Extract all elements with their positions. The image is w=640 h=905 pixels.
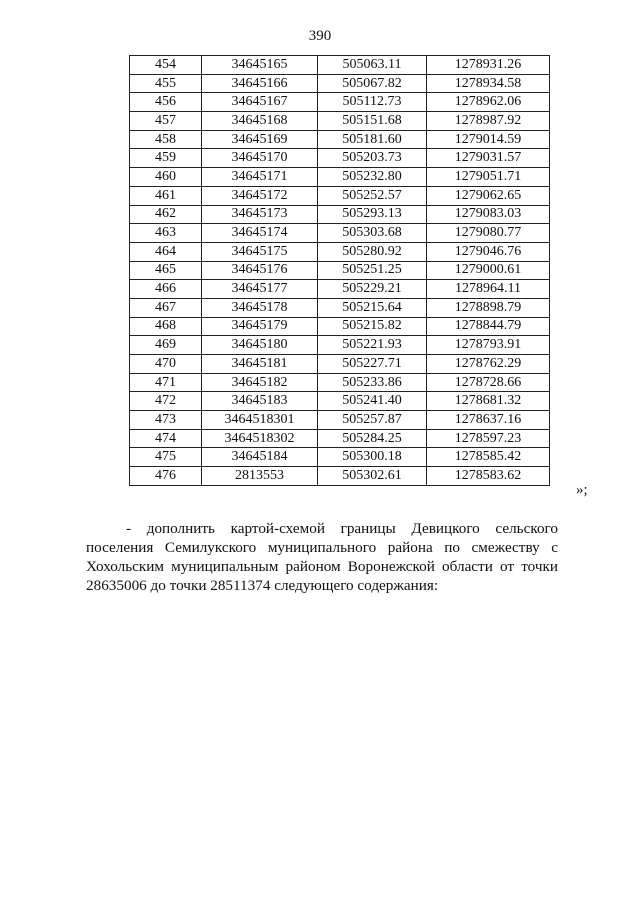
table-row	[130, 392, 550, 411]
table-row	[130, 280, 550, 299]
y-coordinate-cell: 1279062.65	[427, 186, 550, 205]
point-id-cell: 34645180	[202, 336, 318, 355]
point-index-cell: 464	[130, 242, 202, 261]
point-id-cell: 34645177	[202, 280, 318, 299]
point-id-cell: 3464518301	[202, 411, 318, 430]
point-id-cell: 34645182	[202, 373, 318, 392]
x-coordinate-cell: 505215.64	[318, 298, 427, 317]
point-index-cell: 459	[130, 149, 202, 168]
y-coordinate-cell: 1278728.66	[427, 373, 550, 392]
x-coordinate-cell: 505241.40	[318, 392, 427, 411]
x-coordinate-cell: 505227.71	[318, 355, 427, 374]
y-coordinate-cell: 1279080.77	[427, 224, 550, 243]
point-index-cell: 465	[130, 261, 202, 280]
table-row	[130, 317, 550, 336]
table-row	[130, 186, 550, 205]
closing-quote: »;	[576, 482, 588, 498]
coordinates-table-body	[130, 56, 550, 486]
y-coordinate-cell: 1278681.32	[427, 392, 550, 411]
table-row	[130, 242, 550, 261]
point-index-cell: 456	[130, 93, 202, 112]
point-id-cell: 34645169	[202, 130, 318, 149]
x-coordinate-cell: 505232.80	[318, 168, 427, 187]
x-coordinate-cell: 505063.11	[318, 56, 427, 75]
x-coordinate-cell: 505229.21	[318, 280, 427, 299]
table-row	[130, 130, 550, 149]
y-coordinate-cell: 1278987.92	[427, 112, 550, 131]
point-index-cell: 458	[130, 130, 202, 149]
table-row	[130, 355, 550, 374]
point-index-cell: 471	[130, 373, 202, 392]
page-number: 390	[308, 28, 332, 44]
table-row	[130, 56, 550, 75]
table-row	[130, 429, 550, 448]
x-coordinate-cell: 505302.61	[318, 467, 427, 486]
point-index-cell: 472	[130, 392, 202, 411]
x-coordinate-cell: 505215.82	[318, 317, 427, 336]
x-coordinate-cell: 505280.92	[318, 242, 427, 261]
point-id-cell: 34645176	[202, 261, 318, 280]
point-index-cell: 461	[130, 186, 202, 205]
table-row	[130, 261, 550, 280]
x-coordinate-cell: 505221.93	[318, 336, 427, 355]
point-index-cell: 454	[130, 56, 202, 75]
point-index-cell: 475	[130, 448, 202, 467]
point-index-cell: 466	[130, 280, 202, 299]
y-coordinate-cell: 1278898.79	[427, 298, 550, 317]
y-coordinate-cell: 1278597.23	[427, 429, 550, 448]
point-id-cell: 34645173	[202, 205, 318, 224]
y-coordinate-cell: 1279046.76	[427, 242, 550, 261]
y-coordinate-cell: 1278762.29	[427, 355, 550, 374]
point-index-cell: 463	[130, 224, 202, 243]
point-index-cell: 470	[130, 355, 202, 374]
point-index-cell: 460	[130, 168, 202, 187]
point-index-cell: 467	[130, 298, 202, 317]
table-row	[130, 149, 550, 168]
point-id-cell: 34645181	[202, 355, 318, 374]
table-row	[130, 74, 550, 93]
x-coordinate-cell: 505257.87	[318, 411, 427, 430]
table-row	[130, 168, 550, 187]
y-coordinate-cell: 1279000.61	[427, 261, 550, 280]
x-coordinate-cell: 505293.13	[318, 205, 427, 224]
point-id-cell: 34645170	[202, 149, 318, 168]
point-id-cell: 34645175	[202, 242, 318, 261]
point-index-cell: 455	[130, 74, 202, 93]
coordinates-table	[129, 55, 550, 486]
table-row	[130, 112, 550, 131]
y-coordinate-cell: 1278962.06	[427, 93, 550, 112]
y-coordinate-cell: 1278964.11	[427, 280, 550, 299]
point-id-cell: 34645168	[202, 112, 318, 131]
y-coordinate-cell: 1278931.26	[427, 56, 550, 75]
x-coordinate-cell: 505251.25	[318, 261, 427, 280]
point-id-cell: 34645184	[202, 448, 318, 467]
point-index-cell: 473	[130, 411, 202, 430]
x-coordinate-cell: 505203.73	[318, 149, 427, 168]
point-id-cell: 34645166	[202, 74, 318, 93]
point-id-cell: 34645165	[202, 56, 318, 75]
table-row	[130, 336, 550, 355]
table-row	[130, 467, 550, 486]
table-row	[130, 298, 550, 317]
point-index-cell: 474	[130, 429, 202, 448]
x-coordinate-cell: 505067.82	[318, 74, 427, 93]
table-row	[130, 205, 550, 224]
table-row	[130, 411, 550, 430]
x-coordinate-cell: 505252.57	[318, 186, 427, 205]
x-coordinate-cell: 505233.86	[318, 373, 427, 392]
x-coordinate-cell: 505303.68	[318, 224, 427, 243]
y-coordinate-cell: 1279083.03	[427, 205, 550, 224]
point-id-cell: 34645167	[202, 93, 318, 112]
y-coordinate-cell: 1278637.16	[427, 411, 550, 430]
point-index-cell: 457	[130, 112, 202, 131]
point-id-cell: 34645172	[202, 186, 318, 205]
point-index-cell: 468	[130, 317, 202, 336]
amendment-paragraph: - дополнить картой-схемой границы Девицкого сельского поселения Семилукского муниципального района по смежеству с Хохольским муниципальным районом Воронежской области от точки 28635006 до точки 28511374 следующего содержания:	[86, 520, 558, 594]
y-coordinate-cell: 1278934.58	[427, 74, 550, 93]
x-coordinate-cell: 505151.68	[318, 112, 427, 131]
y-coordinate-cell: 1278844.79	[427, 317, 550, 336]
x-coordinate-cell: 505284.25	[318, 429, 427, 448]
point-id-cell: 34645174	[202, 224, 318, 243]
point-id-cell: 34645183	[202, 392, 318, 411]
point-id-cell: 3464518302	[202, 429, 318, 448]
point-id-cell: 34645178	[202, 298, 318, 317]
x-coordinate-cell: 505181.60	[318, 130, 427, 149]
y-coordinate-cell: 1278583.62	[427, 467, 550, 486]
table-row	[130, 373, 550, 392]
point-index-cell: 476	[130, 467, 202, 486]
y-coordinate-cell: 1279031.57	[427, 149, 550, 168]
point-index-cell: 469	[130, 336, 202, 355]
x-coordinate-cell: 505300.18	[318, 448, 427, 467]
y-coordinate-cell: 1278585.42	[427, 448, 550, 467]
point-id-cell: 34645179	[202, 317, 318, 336]
point-id-cell: 34645171	[202, 168, 318, 187]
table-row	[130, 93, 550, 112]
table-row	[130, 224, 550, 243]
point-id-cell: 2813553	[202, 467, 318, 486]
y-coordinate-cell: 1278793.91	[427, 336, 550, 355]
point-index-cell: 462	[130, 205, 202, 224]
x-coordinate-cell: 505112.73	[318, 93, 427, 112]
table-row	[130, 448, 550, 467]
y-coordinate-cell: 1279051.71	[427, 168, 550, 187]
y-coordinate-cell: 1279014.59	[427, 130, 550, 149]
